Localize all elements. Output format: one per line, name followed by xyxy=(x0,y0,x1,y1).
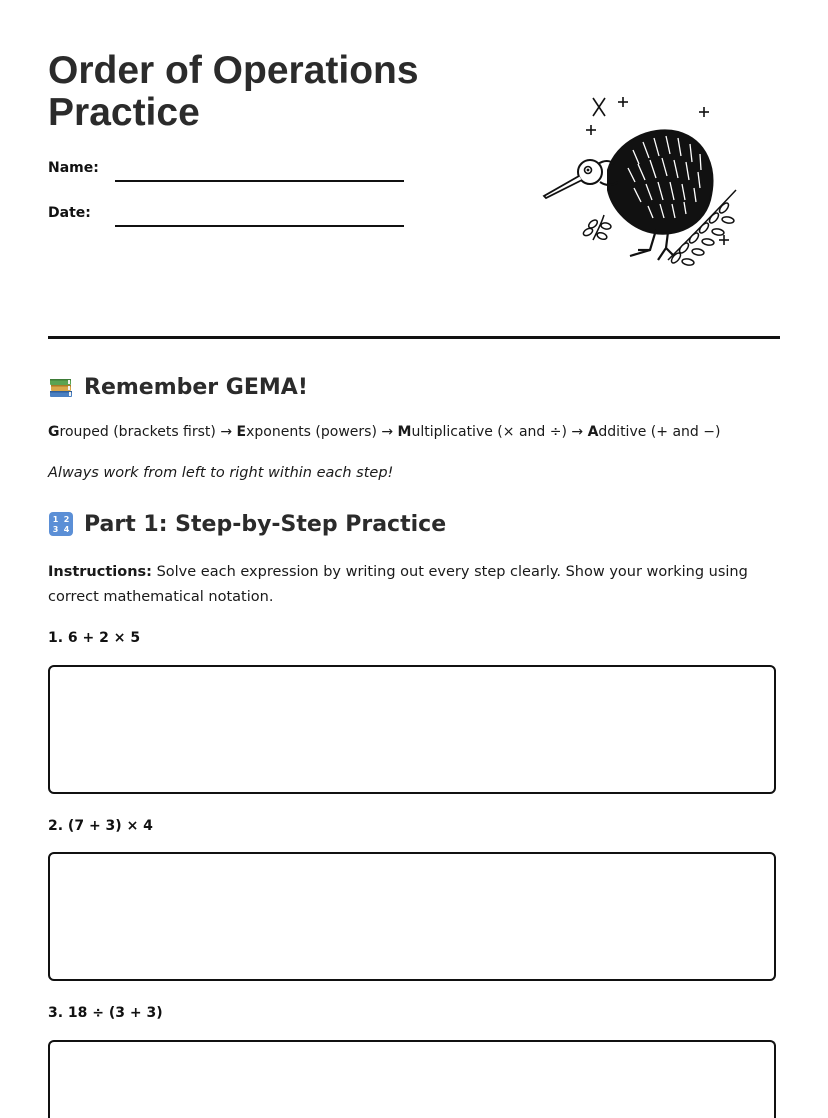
gema-e: E xyxy=(236,424,247,440)
question-3-label: 3. 18 ÷ (3 + 3) xyxy=(48,1005,163,1021)
part1-heading-text: Part 1: Step-by-Step Practice xyxy=(84,511,447,537)
gema-line xyxy=(48,424,720,440)
question-1-answer-box[interactable] xyxy=(48,665,776,794)
gema-a: A xyxy=(587,424,599,440)
date-field[interactable] xyxy=(115,225,404,227)
gema-m-rest: ultiplicative (× and ÷) → xyxy=(411,424,588,440)
title-line-1: Order of Operations xyxy=(48,49,419,92)
part1-heading xyxy=(48,511,446,537)
books-emoji-icon xyxy=(48,374,74,400)
svg-text:3: 3 xyxy=(52,525,59,534)
gema-a-rest: dditive (+ and −) xyxy=(598,424,721,440)
section-divider xyxy=(48,336,780,339)
question-2-answer-box[interactable] xyxy=(48,852,776,981)
gema-m: M xyxy=(397,424,412,440)
worksheet-title xyxy=(48,50,468,134)
svg-text:1: 1 xyxy=(52,515,59,524)
instructions-text: Solve each expression by writing out every step clearly. Show your working using correct mathematical notation. xyxy=(48,564,748,605)
gema-g-rest: rouped (brackets first) → xyxy=(59,424,237,440)
instructions xyxy=(48,560,768,610)
question-2-label: 2. (7 + 3) × 4 xyxy=(48,818,153,834)
gema-g: G xyxy=(48,424,60,440)
question-1-label: 1. 6 + 2 × 5 xyxy=(48,630,141,646)
name-label: Name: xyxy=(48,160,99,176)
remember-heading xyxy=(48,374,308,400)
date-label: Date: xyxy=(48,205,91,221)
numbers-emoji-icon xyxy=(48,511,74,537)
svg-text:2: 2 xyxy=(63,515,70,524)
title-line-2: Practice xyxy=(48,91,200,134)
question-3-answer-box[interactable] xyxy=(48,1040,776,1118)
remember-heading-text: Remember GEMA! xyxy=(84,374,308,400)
name-field[interactable] xyxy=(115,180,404,182)
kiwi-bird-illustration xyxy=(538,90,748,275)
instructions-label: Instructions: xyxy=(48,564,152,580)
svg-text:4: 4 xyxy=(63,525,70,534)
left-to-right-note: Always work from left to right within each step! xyxy=(48,465,394,481)
gema-e-rest: xponents (powers) → xyxy=(246,424,398,440)
